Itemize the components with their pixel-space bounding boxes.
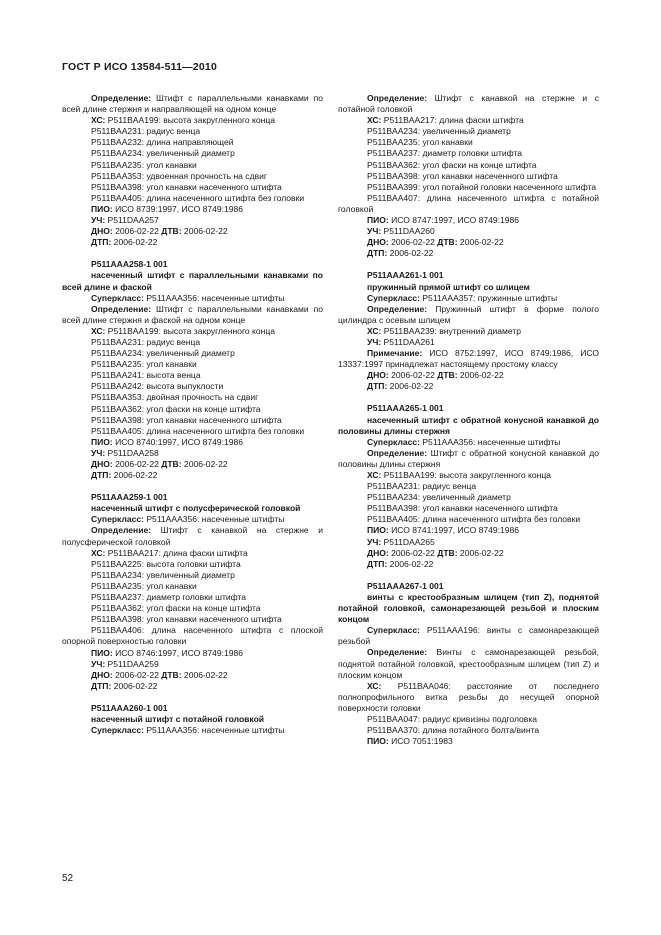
field-text: P511BAA353: двойная прочность на сдвиг: [91, 392, 259, 403]
field-text: P511AAA357: пружинные штифты: [419, 292, 558, 303]
field-label: P511AAA259-1 001: [91, 492, 168, 503]
text-line: [62, 725, 323, 736]
text-line: [62, 548, 323, 559]
field-label: ДНО:: [367, 370, 389, 381]
field-text: P511DAA259: [105, 658, 159, 669]
field-label: насеченный штифт с параллельными канавками по всей длине и фаской: [62, 270, 323, 292]
field-text: 2006-02-22: [111, 680, 158, 691]
field-text: P511BAA232: длина направляющей: [91, 137, 234, 148]
text-line: [338, 293, 599, 304]
field-label: пружинный прямой штифт со шлицем: [367, 281, 530, 292]
field-label: ХС:: [91, 115, 106, 126]
field-label: ХС:: [367, 115, 382, 126]
text-line: [62, 592, 323, 603]
field-text: P511BAA199: высота закругленного конца: [105, 115, 276, 126]
text-line: [338, 437, 599, 448]
field-text: P511DAA261: [381, 336, 435, 347]
text-line: [338, 182, 599, 193]
field-text: P511BAA353: удвоенная прочность на сдвиг: [91, 170, 267, 181]
text-line: [62, 293, 323, 304]
field-text: 2006-02-22: [387, 381, 434, 392]
text-line: [338, 581, 599, 592]
field-label: УЧ:: [367, 226, 382, 237]
field-text: P511DAA258: [105, 447, 159, 458]
text-line: [338, 193, 599, 215]
text-line: [338, 171, 599, 182]
text-line: [338, 270, 599, 281]
text-line: [338, 415, 599, 437]
field-text: P511BAA398: угол канавки насеченного штифта: [91, 414, 282, 425]
field-label: ПИО:: [91, 203, 113, 214]
text-line: [338, 237, 599, 248]
text-line: [62, 126, 323, 137]
field-label: P511AAA261-1 001: [367, 270, 444, 281]
text-line: [62, 193, 323, 204]
field-text: P511BAA237: диаметр головки штифта: [91, 592, 247, 603]
field-label: ДНО:: [91, 669, 113, 680]
field-text: P511BAA242: высота выпуклости: [91, 381, 224, 392]
field-label: ДТП:: [91, 237, 112, 248]
field-text: 2006-02-22: [388, 370, 438, 381]
text-line: [338, 337, 599, 348]
field-text: 2006-02-22: [457, 547, 504, 558]
field-text: 2006-02-22: [457, 370, 504, 381]
field-label: Суперкласс:: [91, 292, 144, 303]
field-text: P511BAA234: увеличенный диаметр: [91, 569, 235, 580]
field-text: ИСО 8752:1997, ИСО 8749:1986, ИСО 13337:1997 принадлежат настоящему простому классу: [338, 348, 599, 370]
field-text: P511BAA199: высота закругленного конца: [105, 325, 276, 336]
text-line: [62, 503, 323, 514]
field-label: УЧ:: [91, 658, 106, 669]
text-line: [62, 426, 323, 437]
field-label: УЧ:: [367, 336, 382, 347]
field-text: ИСО 8746:1997, ИСО 8749:1986: [112, 647, 244, 658]
text-line: [62, 415, 323, 426]
field-label: P511AAA258-1 001: [91, 259, 168, 270]
field-text: 2006-02-22: [112, 459, 162, 469]
field-label: ПИО:: [367, 525, 389, 536]
field-text: ИСО 8747:1997, ИСО 8749:1986: [388, 215, 520, 226]
field-label: ДНО:: [91, 226, 113, 237]
text-line: [338, 559, 599, 570]
field-text: Пружинный штифт в форме полого цилиндра с осевым шлицем: [338, 303, 599, 325]
field-label: ДТВ:: [161, 459, 182, 469]
field-text: 2006-02-22: [457, 237, 504, 248]
field-label: Определение:: [367, 303, 428, 314]
text-line: [62, 525, 323, 547]
field-label: ДТП:: [91, 680, 112, 691]
text-line: [62, 259, 323, 270]
field-text: P511DAA257: [105, 215, 159, 226]
field-label: УЧ:: [91, 447, 106, 458]
text-line: [338, 548, 599, 559]
text-line: [62, 226, 323, 237]
text-line: [62, 337, 323, 348]
text-line: [338, 403, 599, 414]
field-text: P511BAA398: угол канавки насеченного штифта: [91, 614, 282, 625]
field-label: винты с крестообразным шлицем (тип Z), поднятой потайной головкой, самонарезающей резьбой и плоским концом: [338, 591, 599, 625]
text-line: [62, 171, 323, 182]
field-text: Винты с самонарезающей резьбой, поднятой потайной головкой, крестообразным шлицем (тип Z) и плоским концом: [338, 647, 599, 680]
field-text: Штифт с канавкой на стержне и с потайной головкой: [338, 93, 599, 115]
text-line: [338, 93, 599, 115]
field-label: Суперкласс:: [367, 436, 420, 447]
field-text: 2006-02-22: [181, 669, 228, 680]
field-label: ДТВ:: [437, 370, 458, 381]
text-line: [62, 448, 323, 459]
field-text: Штифт с обратной конусной канавкой до половины длины стержня: [338, 447, 599, 469]
field-text: P511AAA356: насеченные штифты: [143, 725, 285, 736]
text-line: [338, 115, 599, 126]
text-line: [62, 237, 323, 248]
field-label: ХС:: [367, 325, 382, 336]
text-line: [338, 215, 599, 226]
field-text: P511AAA356: насеченные штифты: [143, 292, 285, 303]
field-label: ХС:: [367, 470, 382, 480]
field-label: Суперкласс:: [91, 514, 144, 525]
section-gap: [62, 248, 323, 259]
field-text: 2006-02-22: [387, 558, 434, 569]
field-text: 2006-02-22: [388, 237, 438, 248]
text-line: [62, 470, 323, 481]
field-text: ИСО 7051:1983: [388, 736, 453, 747]
text-line: [338, 736, 599, 747]
field-label: ДТВ:: [161, 226, 182, 237]
field-text: P511BAA231: радиус венца: [91, 336, 201, 347]
field-text: P511DAA265: [381, 536, 435, 547]
field-text: P511BAA405: длина насеченного штифта без головки: [91, 425, 305, 436]
field-label: ДТП:: [367, 381, 388, 392]
field-label: Суперкласс:: [367, 625, 420, 636]
field-text: P511BAA235: угол канавки: [91, 359, 197, 370]
field-text: 2006-02-22: [111, 470, 158, 481]
field-text: P511BAA217: длина фаски штифта: [381, 115, 524, 126]
text-line: [338, 492, 599, 503]
text-line: [338, 725, 599, 736]
field-label: Определение:: [367, 647, 428, 658]
field-text: P511BAA362: угол фаски на конце штифта: [91, 603, 261, 614]
text-line: [338, 647, 599, 680]
field-label: Определение:: [367, 93, 428, 103]
field-label: ПИО:: [367, 736, 389, 747]
text-line: [62, 559, 323, 570]
field-text: P511BAA406: длина насеченного штифта с плоской опорной поверхностью головки: [62, 625, 323, 647]
field-text: P511BAA362: угол фаски на конце штифта: [91, 403, 261, 414]
field-text: 2006-02-22: [112, 669, 162, 680]
text-line: [62, 370, 323, 381]
text-line: [62, 326, 323, 337]
text-line: [338, 248, 599, 259]
field-text: P511BAA237: диаметр головки штифта: [367, 148, 523, 159]
field-text: 2006-02-22: [181, 459, 228, 469]
text-line: [62, 570, 323, 581]
text-line: [338, 525, 599, 536]
field-text: P511BAA234: увеличенный диаметр: [91, 148, 235, 159]
field-label: ПИО:: [91, 647, 113, 658]
text-line: [62, 115, 323, 126]
text-line: [338, 348, 599, 370]
field-text: Штифт с канавкой на стержне и полусферической головкой: [62, 525, 323, 547]
text-line: [338, 370, 599, 381]
field-label: P511AAA260-1 001: [91, 702, 168, 713]
field-label: ДТП:: [367, 558, 388, 569]
text-line: [62, 270, 323, 292]
field-text: P511BAA234: увеличенный диаметр: [91, 348, 235, 359]
field-text: 2006-02-22: [387, 248, 434, 259]
field-text: ИСО 8739:1997, ИСО 8749:1986: [112, 203, 244, 214]
field-label: Суперкласс:: [91, 725, 144, 736]
text-line: [338, 537, 599, 548]
field-label: ПИО:: [367, 215, 389, 226]
text-line: [62, 492, 323, 503]
text-line: [338, 470, 599, 481]
field-text: P511BAA234: увеличенный диаметр: [367, 126, 511, 137]
section-gap: [338, 259, 599, 270]
field-text: P511BAA231: радиус венца: [367, 481, 477, 492]
text-line: [62, 160, 323, 171]
text-line: [62, 659, 323, 670]
field-label: ДТВ:: [437, 547, 458, 558]
field-label: Суперкласс:: [367, 292, 420, 303]
field-label: ДНО:: [367, 547, 389, 558]
text-line: [62, 514, 323, 525]
field-text: P511AAA356: насеченные штифты: [143, 514, 285, 525]
field-label: ДНО:: [367, 237, 389, 248]
text-line: [338, 503, 599, 514]
field-text: P511BAA235: угол канавки: [91, 159, 197, 170]
text-line: [338, 226, 599, 237]
section-gap: [338, 392, 599, 403]
field-text: P511AAA356: насеченные штифты: [419, 436, 561, 447]
text-line: [62, 703, 323, 714]
field-text: P511BAA047: радиус кривизны подголовка: [367, 713, 538, 724]
text-line: [62, 404, 323, 415]
field-label: ХС:: [367, 680, 382, 691]
field-text: ИСО 8740:1997, ИСО 8749:1986: [112, 436, 244, 447]
text-line: [62, 670, 323, 681]
field-text: P511BAA225: высота головки штифта: [91, 558, 241, 569]
field-label: Определение:: [367, 447, 428, 458]
text-line: [62, 215, 323, 226]
text-line: [62, 381, 323, 392]
text-line: [338, 282, 599, 293]
field-label: ДТВ:: [437, 237, 458, 248]
text-line: [338, 381, 599, 392]
field-label: P511AAA265-1 001: [367, 403, 444, 414]
text-line: [62, 681, 323, 692]
field-label: ДТП:: [367, 248, 388, 259]
document-header: ГОСТ Р ИСО 13584-511—2010: [62, 61, 217, 73]
field-text: 2006-02-22: [111, 237, 158, 248]
text-line: [62, 359, 323, 370]
field-text: P511DAA260: [381, 226, 435, 237]
text-line: [62, 348, 323, 359]
field-label: насеченный штифт с обратной конусной канавкой до половины длины стержня: [338, 414, 599, 436]
text-line: [338, 304, 599, 326]
text-line: [338, 592, 599, 625]
field-label: Определение:: [91, 303, 152, 314]
text-line: [338, 481, 599, 492]
field-text: Штифт с параллельными канавками по всей длине стержня и фаской на одном конце: [62, 303, 323, 325]
text-line: [62, 648, 323, 659]
field-text: P511BAA405: длина насеченного штифта без головки: [91, 192, 305, 203]
field-label: ХС:: [91, 325, 106, 336]
field-text: P511BAA239: внутренний диаметр: [381, 325, 522, 336]
text-line: [62, 93, 323, 115]
text-line: [62, 581, 323, 592]
section-gap: [62, 481, 323, 492]
text-line: [62, 625, 323, 647]
text-line: [338, 514, 599, 525]
field-label: P511AAA267-1 001: [367, 580, 444, 591]
field-text: P511BAA370: длина потайного болта/винта: [367, 725, 540, 736]
text-line: [62, 714, 323, 725]
field-text: P511BAA398: угол канавки насеченного штифта: [91, 181, 282, 192]
field-label: ДТП:: [91, 470, 112, 481]
field-text: P511BAA231: радиус венца: [91, 126, 201, 137]
field-text: P511AAA196: винты с самонарезающей резьбой: [338, 625, 599, 647]
field-text: P511BAA407: длина насеченного штифта с потайной головкой: [338, 192, 599, 214]
text-line: [338, 448, 599, 470]
text-line: [338, 137, 599, 148]
section-gap: [338, 570, 599, 581]
field-label: Определение:: [91, 93, 152, 103]
field-label: Примечание:: [367, 348, 423, 359]
field-label: ДТВ:: [161, 669, 182, 680]
text-line: [62, 614, 323, 625]
right-column: [338, 93, 599, 747]
field-text: 2006-02-22: [181, 226, 228, 237]
field-text: P511BAA234: увеличенный диаметр: [367, 492, 511, 503]
field-text: ИСО 8741:1997, ИСО 8749:1986: [388, 525, 520, 536]
field-label: УЧ:: [91, 215, 106, 226]
field-text: Штифт с параллельными канавками по всей длине стержня и направляющей на одном конце: [62, 93, 323, 115]
section-gap: [62, 692, 323, 703]
field-text: P511BAA046: расстояние от последнего полнопрофильного витка резьбы до несущей опорной поверхности головки: [338, 680, 599, 713]
field-text: P511BAA199: высота закругленного конца: [381, 470, 552, 480]
field-label: ДНО:: [91, 459, 113, 469]
field-text: 2006-02-22: [112, 226, 162, 237]
text-line: [338, 126, 599, 137]
text-line: [338, 714, 599, 725]
text-line: [62, 437, 323, 448]
field-text: P511BAA235: угол канавки: [367, 137, 473, 148]
field-text: P511BAA241: высота венца: [91, 370, 201, 381]
text-line: [62, 392, 323, 403]
field-label: Определение:: [91, 525, 152, 536]
text-line: [338, 148, 599, 159]
text-line: [62, 204, 323, 215]
page-number: 52: [62, 873, 74, 884]
left-column: [62, 93, 323, 736]
field-text: P511BAA362: угол фаски на конце штифта: [367, 159, 537, 170]
field-text: P511BAA399: угол потайной головки насеченного штифта: [367, 181, 597, 192]
text-line: [338, 326, 599, 337]
text-line: [62, 304, 323, 326]
field-label: ПИО:: [91, 436, 113, 447]
field-label: насеченный штифт с потайной головкой: [91, 713, 265, 724]
text-line: [338, 625, 599, 647]
text-line: [338, 160, 599, 171]
text-line: [62, 459, 323, 470]
text-line: [62, 182, 323, 193]
field-text: P511BAA398: угол канавки насеченного штифта: [367, 170, 558, 181]
field-label: УЧ:: [367, 536, 382, 547]
text-line: [62, 148, 323, 159]
text-line: [62, 603, 323, 614]
field-text: P511BAA217: длина фаски штифта: [105, 547, 248, 558]
text-line: [338, 681, 599, 714]
field-text: 2006-02-22: [388, 547, 438, 558]
field-text: P511BAA235: угол канавки: [91, 580, 197, 591]
field-text: P511BAA398: угол канавки насеченного штифта: [367, 503, 558, 514]
field-label: насеченный штифт с полусферической головкой: [91, 503, 301, 514]
text-line: [62, 137, 323, 148]
field-label: ХС:: [91, 547, 106, 558]
field-text: P511BAA405: длина насеченного штифта без головки: [367, 514, 581, 525]
